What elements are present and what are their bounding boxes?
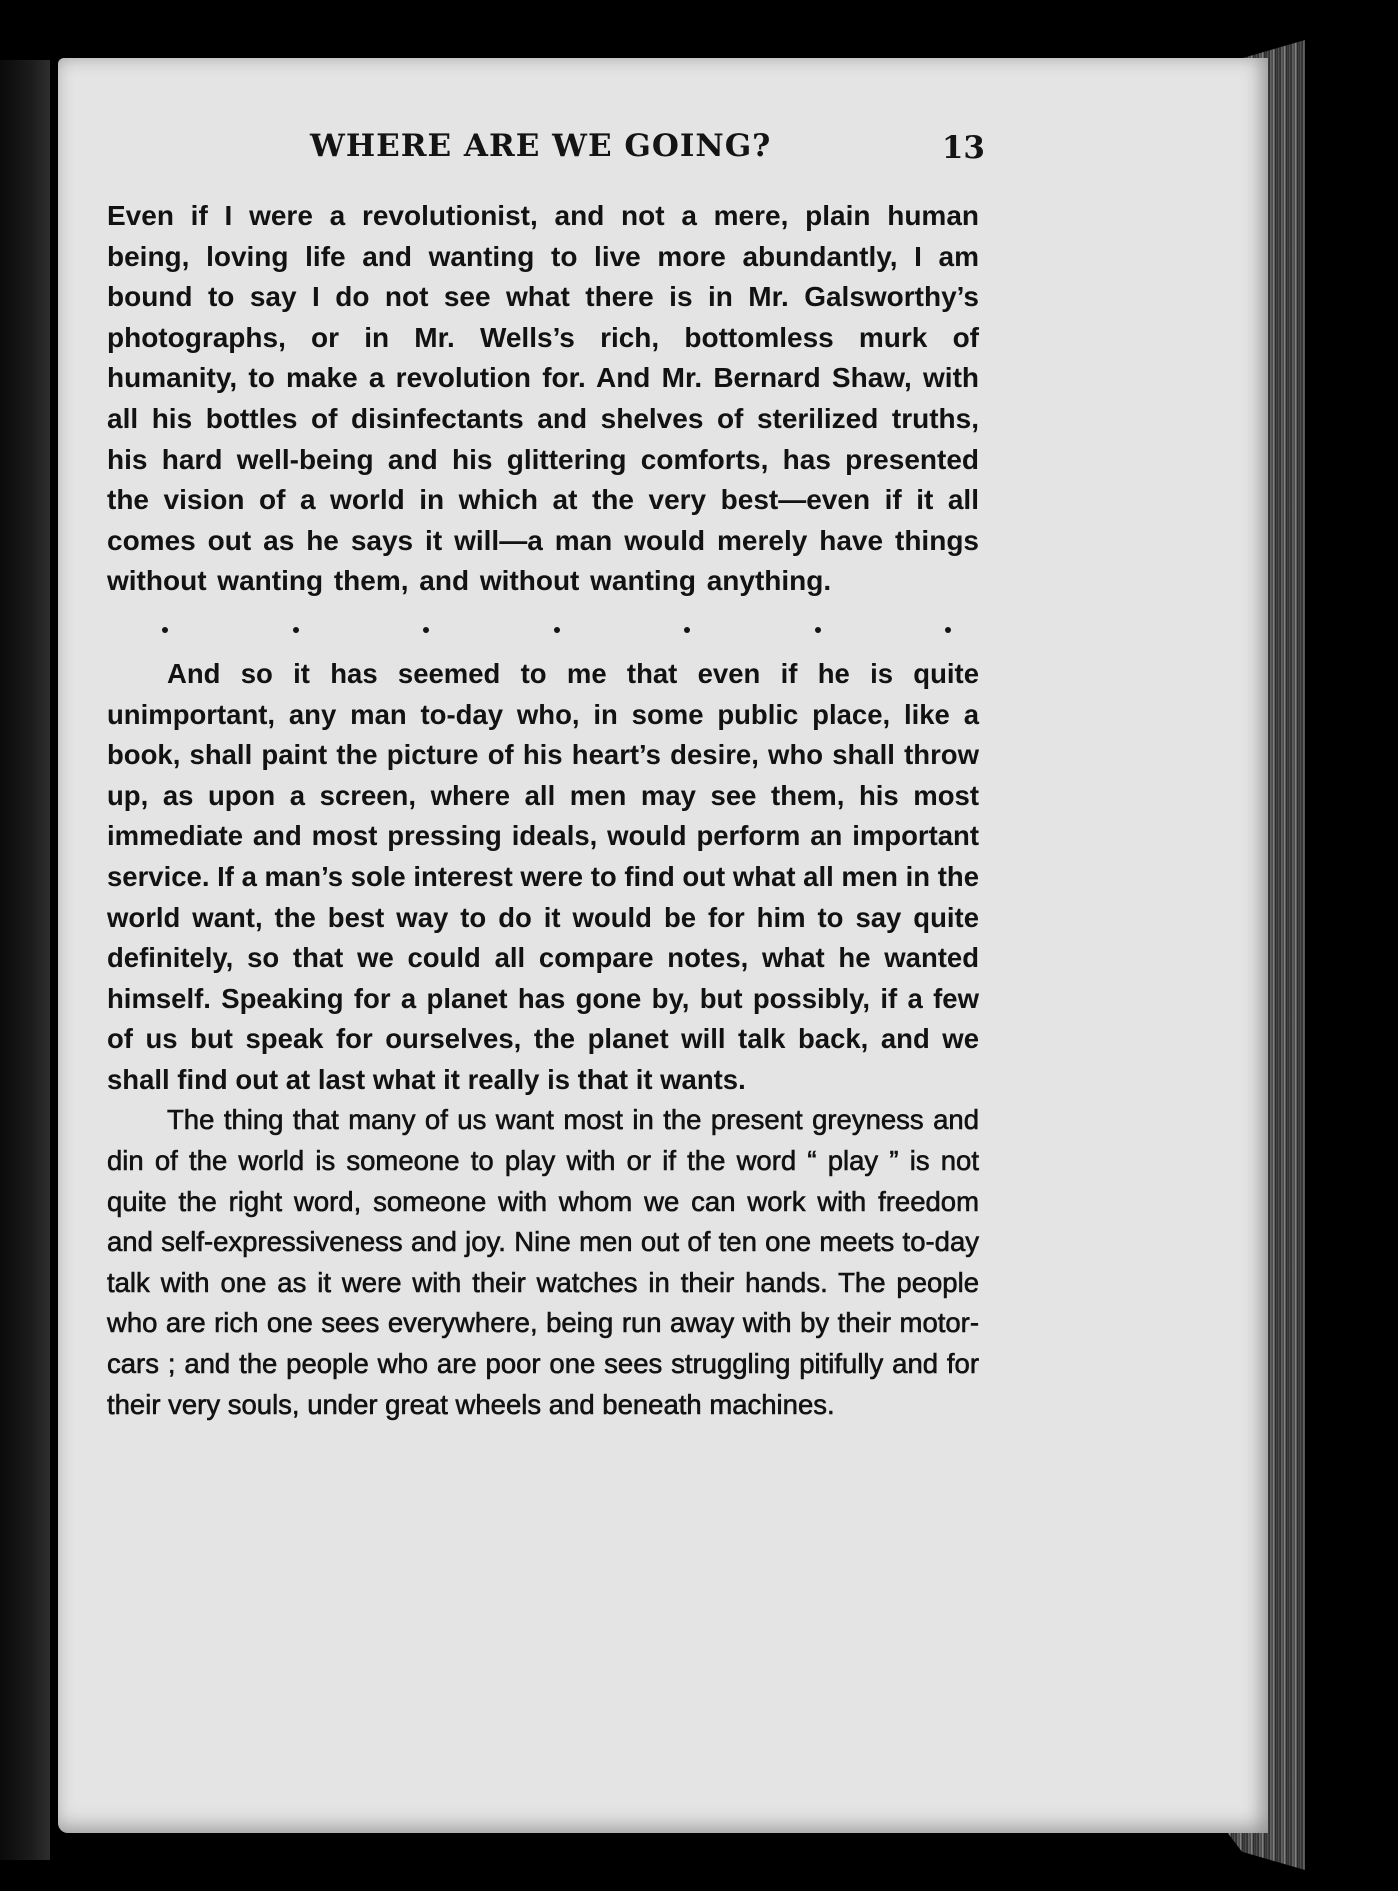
- running-head: WHERE ARE WE GOING?: [310, 128, 772, 164]
- dot: [684, 627, 690, 633]
- page-number: 13: [941, 130, 985, 166]
- dot: [945, 627, 951, 633]
- paragraph: The thing that many of us want most in the present greyness and din of the world is someone to play with or if the word “ play ” is not quite the right word, someone with whom we can work with freedom and self-expressiveness and joy. Nine men out of ten one meets to-day talk with one as it were with their watches in their hands. The people who are rich one sees everywhere, being run away with by their motor-cars ; and the people who are poor one sees struggling pitifully and for their very souls, under great wheels and beneath machines.: [107, 1104, 979, 1420]
- dot: [293, 627, 299, 633]
- body-text: [107, 196, 979, 1425]
- page-header: [110, 128, 985, 172]
- dot: [815, 627, 821, 633]
- section-break-dots: [107, 610, 979, 650]
- paragraph: And so it has seemed to me that even if he is quite unimportant, any man to-day who, in some public place, like a book, shall paint the picture of his heart’s desire, who shall throw up, as upon a screen, where all men may see them, his most immediate and most pressing ideals, would perform an important service. If a man’s sole interest were to find out what all men in the world want, the best way to do it would be for him to say quite definitely, so that we could all compare notes, what he wanted himself. Speaking for a planet has gone by, but possibly, if a few of us but speak for ourselves, the planet will talk back, and we shall find out at last what it really is that it wants.: [107, 657, 979, 1095]
- paragraph: Even if I were a revolutionist, and not a mere, plain human being, loving life and wanting to live more abundantly, I am bound to say I do not see what there is in Mr. Galsworthy’s photographs, or in Mr. Wells’s rich, bottomless murk of humanity, to make a revolution for. And Mr. Bernard Shaw, with all his bottles of disinfectants and shelves of sterilized truths, his hard well-being and his glittering comforts, has presented the vision of a world in which at the very best—even if it all comes out as he says it will—a man would merely have things without wanting them, and without wanting anything.: [107, 200, 979, 597]
- dot: [423, 627, 429, 633]
- dot: [554, 627, 560, 633]
- facing-page-edge: [0, 60, 50, 1860]
- dot: [162, 627, 168, 633]
